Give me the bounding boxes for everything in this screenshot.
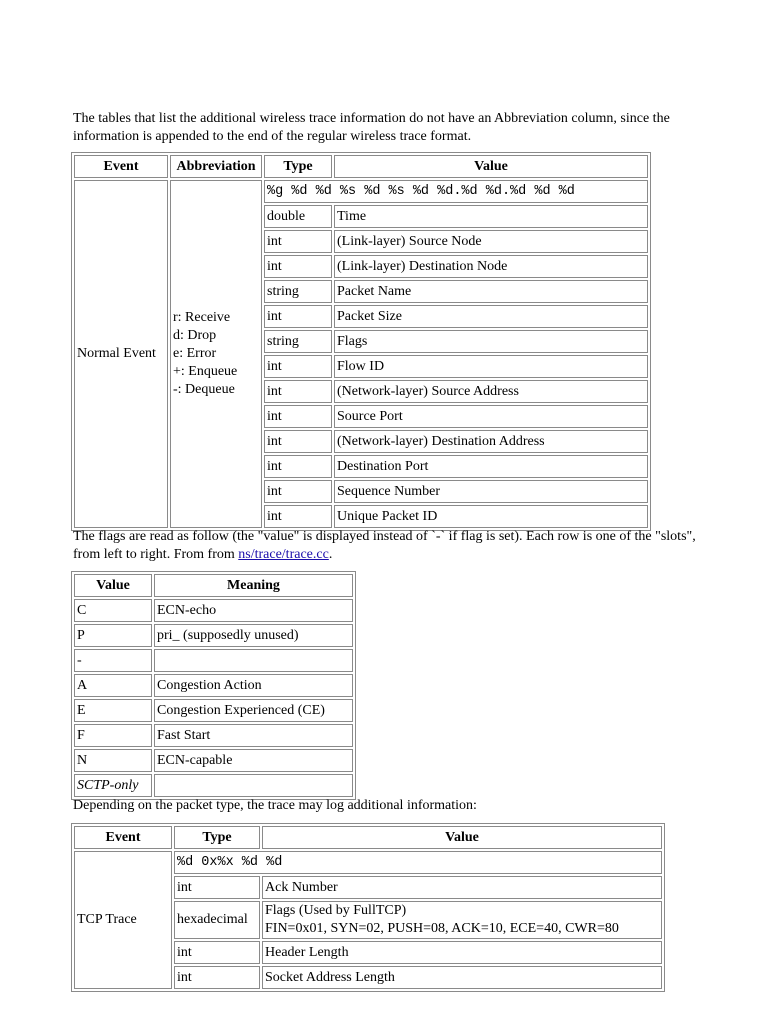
flag-meaning: Congestion Experienced (CE) (154, 699, 353, 722)
flags-text-end: . (328, 547, 333, 562)
value-cell: Source Port (334, 405, 648, 428)
abbr-enqueue: +: Enqueue (173, 364, 238, 379)
type-cell: string (264, 280, 332, 303)
value-cell: Flags (334, 330, 648, 353)
format-string: %g %d %d %s %d %s %d %d.%d %d.%d %d %d (264, 180, 648, 203)
value-cell: Destination Port (334, 455, 648, 478)
flags-value-line2: FIN=0x01, SYN=02, PUSH=08, ACK=10, ECE=40, CWR=80 (265, 921, 619, 936)
value-cell (262, 901, 662, 939)
type-cell: int (264, 430, 332, 453)
type-cell: int (264, 405, 332, 428)
header-type: Type (264, 155, 332, 178)
type-cell: double (264, 205, 332, 228)
flags-table (71, 571, 356, 800)
type-cell: hexadecimal (174, 901, 260, 939)
flag-meaning (154, 774, 353, 797)
type-cell: int (174, 941, 260, 964)
type-cell: int (264, 255, 332, 278)
flags-text: The flags are read as follow (the "value" is displayed instead of `-` if flag is set). Each row is one of the "slots", from left to right. From from (73, 529, 696, 562)
tcp-trace-table (71, 823, 665, 992)
flag-value: N (74, 749, 152, 772)
value-cell: Packet Name (334, 280, 648, 303)
header-event: Event (74, 155, 168, 178)
value-cell: Packet Size (334, 305, 648, 328)
header-value: Value (262, 826, 662, 849)
flag-value: SCTP-only (74, 774, 152, 797)
header-abbreviation: Abbreviation (170, 155, 262, 178)
format-string: %d 0x%x %d %d (174, 851, 662, 874)
type-cell: int (264, 305, 332, 328)
flag-meaning: pri_ (supposedly unused) (154, 624, 353, 647)
type-cell: int (264, 230, 332, 253)
normal-event-table (71, 152, 651, 531)
type-cell: int (264, 380, 332, 403)
abbr-receive: r: Receive (173, 310, 231, 325)
event-cell: TCP Trace (74, 851, 172, 989)
type-cell: int (264, 480, 332, 503)
abbr-error: e: Error (173, 346, 217, 361)
flag-value: F (74, 724, 152, 747)
value-cell: (Link-layer) Source Node (334, 230, 648, 253)
abbr-drop: d: Drop (173, 328, 217, 343)
value-cell: Header Length (262, 941, 662, 964)
flag-meaning: ECN-capable (154, 749, 353, 772)
header-value: Value (334, 155, 648, 178)
value-cell: (Link-layer) Destination Node (334, 255, 648, 278)
event-cell: Normal Event (74, 180, 168, 528)
depending-paragraph: Depending on the packet type, the trace may log additional information: (73, 798, 477, 813)
header-type: Type (174, 826, 260, 849)
header-event: Event (74, 826, 172, 849)
flag-meaning: Fast Start (154, 724, 353, 747)
flag-value: - (74, 649, 152, 672)
flag-meaning: ECN-echo (154, 599, 353, 622)
type-cell: int (174, 966, 260, 989)
flags-value-line1: Flags (Used by FullTCP) (265, 903, 407, 918)
value-cell: Unique Packet ID (334, 505, 648, 528)
flags-paragraph (73, 528, 713, 564)
type-cell: int (264, 355, 332, 378)
flag-value: A (74, 674, 152, 697)
value-cell: (Network-layer) Destination Address (334, 430, 648, 453)
type-cell: int (264, 455, 332, 478)
flag-meaning: Congestion Action (154, 674, 353, 697)
value-cell: Ack Number (262, 876, 662, 899)
flag-value: P (74, 624, 152, 647)
type-cell: int (264, 505, 332, 528)
flag-value: C (74, 599, 152, 622)
header-meaning: Meaning (154, 574, 353, 597)
trace-cc-link[interactable]: ns/trace/trace.cc (238, 547, 329, 562)
header-value: Value (74, 574, 152, 597)
value-cell: (Network-layer) Source Address (334, 380, 648, 403)
type-cell: int (174, 876, 260, 899)
flag-meaning (154, 649, 353, 672)
value-cell: Time (334, 205, 648, 228)
value-cell: Flow ID (334, 355, 648, 378)
type-cell: string (264, 330, 332, 353)
abbr-dequeue: -: Dequeue (173, 382, 235, 397)
value-cell: Sequence Number (334, 480, 648, 503)
intro-paragraph: The tables that list the additional wireless trace information do not have an Abbreviation column, since the information is appended to the end of the regular wireless trace format. (73, 111, 670, 144)
abbreviation-cell (170, 180, 262, 528)
flag-value: E (74, 699, 152, 722)
value-cell: Socket Address Length (262, 966, 662, 989)
